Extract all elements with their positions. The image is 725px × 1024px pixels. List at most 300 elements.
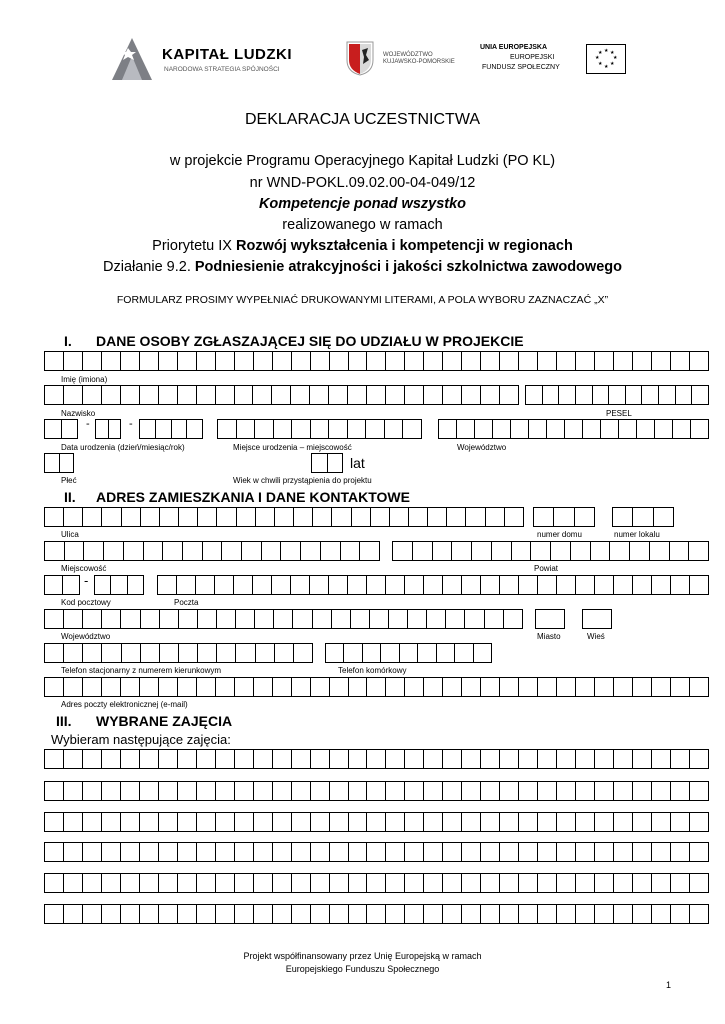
char-box[interactable] xyxy=(519,873,538,893)
char-box[interactable] xyxy=(330,781,349,801)
char-box[interactable] xyxy=(83,677,102,697)
city-field[interactable] xyxy=(44,541,381,561)
char-box[interactable] xyxy=(371,507,390,527)
char-box[interactable] xyxy=(292,677,311,697)
char-box[interactable] xyxy=(83,749,102,769)
char-box[interactable] xyxy=(160,643,179,663)
char-box[interactable] xyxy=(197,385,216,405)
char-box[interactable] xyxy=(292,419,311,439)
char-box[interactable] xyxy=(370,609,389,629)
char-box[interactable] xyxy=(576,904,595,924)
char-box[interactable] xyxy=(64,873,83,893)
char-box[interactable] xyxy=(218,419,237,439)
char-box[interactable] xyxy=(443,781,462,801)
char-box[interactable] xyxy=(538,781,557,801)
char-box[interactable] xyxy=(178,842,197,862)
char-box[interactable] xyxy=(140,873,159,893)
char-box[interactable] xyxy=(273,677,292,697)
char-box[interactable] xyxy=(557,351,576,371)
char-box[interactable] xyxy=(405,781,424,801)
birth-month-field[interactable] xyxy=(95,419,122,439)
char-box[interactable] xyxy=(197,351,216,371)
char-box[interactable] xyxy=(690,749,709,769)
char-box[interactable] xyxy=(465,609,484,629)
char-box[interactable] xyxy=(385,419,404,439)
char-box[interactable] xyxy=(531,541,551,561)
char-box[interactable] xyxy=(614,842,633,862)
char-box[interactable] xyxy=(83,385,102,405)
char-box[interactable] xyxy=(156,419,172,439)
post-office-field[interactable] xyxy=(157,575,710,595)
county-field[interactable] xyxy=(392,541,710,561)
char-box[interactable] xyxy=(367,812,386,832)
char-box[interactable] xyxy=(500,842,519,862)
char-box[interactable] xyxy=(493,419,511,439)
char-box[interactable] xyxy=(613,507,633,527)
char-box[interactable] xyxy=(457,419,475,439)
char-box[interactable] xyxy=(216,873,235,893)
char-box[interactable] xyxy=(424,873,443,893)
char-box[interactable] xyxy=(403,419,422,439)
char-box[interactable] xyxy=(64,351,83,371)
char-box[interactable] xyxy=(526,385,543,405)
char-box[interactable] xyxy=(557,812,576,832)
char-box[interactable] xyxy=(427,609,446,629)
char-box[interactable] xyxy=(360,541,380,561)
char-box[interactable] xyxy=(367,749,386,769)
char-box[interactable] xyxy=(367,904,386,924)
char-box[interactable] xyxy=(654,507,674,527)
char-box[interactable] xyxy=(45,842,64,862)
char-box[interactable] xyxy=(198,643,217,663)
char-box[interactable] xyxy=(292,351,311,371)
char-box[interactable] xyxy=(481,842,500,862)
char-box[interactable] xyxy=(349,873,368,893)
char-box[interactable] xyxy=(45,812,64,832)
char-box[interactable] xyxy=(102,643,121,663)
char-box[interactable] xyxy=(121,904,140,924)
char-box[interactable] xyxy=(235,873,254,893)
char-box[interactable] xyxy=(614,812,633,832)
char-box[interactable] xyxy=(462,873,481,893)
char-box[interactable] xyxy=(95,575,111,595)
char-box[interactable] xyxy=(428,507,447,527)
char-box[interactable] xyxy=(45,453,60,473)
char-box[interactable] xyxy=(330,873,349,893)
char-box[interactable] xyxy=(198,507,217,527)
char-box[interactable] xyxy=(64,609,83,629)
char-box[interactable] xyxy=(367,842,386,862)
mobile-phone-field[interactable] xyxy=(325,643,493,663)
char-box[interactable] xyxy=(301,541,321,561)
char-box[interactable] xyxy=(254,781,273,801)
char-box[interactable] xyxy=(481,873,500,893)
char-box[interactable] xyxy=(187,419,203,439)
char-box[interactable] xyxy=(405,351,424,371)
char-box[interactable] xyxy=(462,575,481,595)
birthplace-field[interactable] xyxy=(217,419,423,439)
char-box[interactable] xyxy=(262,541,282,561)
char-box[interactable] xyxy=(500,904,519,924)
char-box[interactable] xyxy=(455,643,473,663)
char-box[interactable] xyxy=(366,419,385,439)
char-box[interactable] xyxy=(500,873,519,893)
char-box[interactable] xyxy=(160,609,179,629)
char-box[interactable] xyxy=(576,385,593,405)
char-box[interactable] xyxy=(462,351,481,371)
char-box[interactable] xyxy=(96,419,109,439)
char-box[interactable] xyxy=(386,904,405,924)
char-box[interactable] xyxy=(446,609,465,629)
char-box[interactable] xyxy=(519,781,538,801)
char-box[interactable] xyxy=(45,385,64,405)
char-box[interactable] xyxy=(159,812,178,832)
char-box[interactable] xyxy=(235,749,254,769)
char-box[interactable] xyxy=(367,873,386,893)
char-box[interactable] xyxy=(565,419,583,439)
char-box[interactable] xyxy=(595,575,614,595)
char-box[interactable] xyxy=(652,575,671,595)
char-box[interactable] xyxy=(141,507,160,527)
char-box[interactable] xyxy=(443,677,462,697)
char-box[interactable] xyxy=(344,643,362,663)
char-box[interactable] xyxy=(179,609,198,629)
char-box[interactable] xyxy=(633,781,652,801)
age-field[interactable] xyxy=(311,453,344,473)
char-box[interactable] xyxy=(481,677,500,697)
char-box[interactable] xyxy=(690,873,709,893)
char-box[interactable] xyxy=(292,842,311,862)
char-box[interactable] xyxy=(424,677,443,697)
char-box[interactable] xyxy=(235,781,254,801)
char-box[interactable] xyxy=(671,873,690,893)
char-box[interactable] xyxy=(292,904,311,924)
char-box[interactable] xyxy=(557,575,576,595)
char-box[interactable] xyxy=(595,873,614,893)
char-box[interactable] xyxy=(367,351,386,371)
char-box[interactable] xyxy=(253,385,272,405)
email-field[interactable] xyxy=(44,677,710,697)
char-box[interactable] xyxy=(348,419,367,439)
char-box[interactable] xyxy=(424,904,443,924)
char-box[interactable] xyxy=(291,385,310,405)
char-box[interactable] xyxy=(633,507,653,527)
char-box[interactable] xyxy=(543,385,560,405)
char-box[interactable] xyxy=(45,781,64,801)
char-box[interactable] xyxy=(557,904,576,924)
char-box[interactable] xyxy=(367,385,386,405)
char-box[interactable] xyxy=(652,842,671,862)
char-box[interactable] xyxy=(321,541,341,561)
char-box[interactable] xyxy=(217,609,236,629)
char-box[interactable] xyxy=(671,677,690,697)
char-box[interactable] xyxy=(690,904,709,924)
char-box[interactable] xyxy=(291,575,310,595)
char-box[interactable] xyxy=(64,842,83,862)
char-box[interactable] xyxy=(102,507,121,527)
char-box[interactable] xyxy=(140,842,159,862)
char-box[interactable] xyxy=(198,609,217,629)
char-box[interactable] xyxy=(500,351,519,371)
char-box[interactable] xyxy=(633,904,652,924)
char-box[interactable] xyxy=(363,643,381,663)
char-box[interactable] xyxy=(595,842,614,862)
char-box[interactable] xyxy=(405,904,424,924)
char-box[interactable] xyxy=(253,575,272,595)
char-box[interactable] xyxy=(462,781,481,801)
char-box[interactable] xyxy=(690,781,709,801)
char-box[interactable] xyxy=(140,781,159,801)
char-box[interactable] xyxy=(329,575,348,595)
char-box[interactable] xyxy=(595,749,614,769)
char-box[interactable] xyxy=(329,385,348,405)
char-box[interactable] xyxy=(519,904,538,924)
char-box[interactable] xyxy=(64,677,83,697)
char-box[interactable] xyxy=(275,507,294,527)
char-box[interactable] xyxy=(519,351,538,371)
char-box[interactable] xyxy=(274,419,293,439)
char-box[interactable] xyxy=(424,842,443,862)
char-box[interactable] xyxy=(237,419,256,439)
char-box[interactable] xyxy=(405,749,424,769)
char-box[interactable] xyxy=(595,677,614,697)
char-box[interactable] xyxy=(614,904,633,924)
char-box[interactable] xyxy=(466,507,485,527)
char-box[interactable] xyxy=(367,677,386,697)
char-box[interactable] xyxy=(313,507,332,527)
char-box[interactable] xyxy=(626,385,643,405)
char-box[interactable] xyxy=(273,842,292,862)
char-box[interactable] xyxy=(313,609,332,629)
char-box[interactable] xyxy=(178,781,197,801)
char-box[interactable] xyxy=(111,575,127,595)
char-box[interactable] xyxy=(485,609,504,629)
char-box[interactable] xyxy=(557,749,576,769)
char-box[interactable] xyxy=(405,385,424,405)
char-box[interactable] xyxy=(83,904,102,924)
char-box[interactable] xyxy=(633,749,652,769)
char-box[interactable] xyxy=(203,541,223,561)
char-box[interactable] xyxy=(439,419,457,439)
char-box[interactable] xyxy=(312,453,328,473)
char-box[interactable] xyxy=(670,541,690,561)
char-box[interactable] xyxy=(160,507,179,527)
char-box[interactable] xyxy=(197,842,216,862)
char-box[interactable] xyxy=(481,781,500,801)
char-box[interactable] xyxy=(124,541,144,561)
char-box[interactable] xyxy=(437,643,455,663)
char-box[interactable] xyxy=(595,904,614,924)
char-box[interactable] xyxy=(311,873,330,893)
char-box[interactable] xyxy=(424,385,443,405)
char-box[interactable] xyxy=(178,812,197,832)
char-box[interactable] xyxy=(273,873,292,893)
char-box[interactable] xyxy=(102,781,121,801)
char-box[interactable] xyxy=(386,842,405,862)
char-box[interactable] xyxy=(281,541,301,561)
char-box[interactable] xyxy=(443,385,462,405)
char-box[interactable] xyxy=(519,575,538,595)
char-box[interactable] xyxy=(655,419,673,439)
char-box[interactable] xyxy=(409,507,428,527)
char-box[interactable] xyxy=(481,575,500,595)
char-box[interactable] xyxy=(45,677,64,697)
char-box[interactable] xyxy=(64,904,83,924)
char-box[interactable] xyxy=(500,781,519,801)
char-box[interactable] xyxy=(45,507,64,527)
char-box[interactable] xyxy=(691,419,709,439)
landline-phone-field[interactable] xyxy=(44,643,314,663)
char-box[interactable] xyxy=(102,873,121,893)
char-box[interactable] xyxy=(386,351,405,371)
char-box[interactable] xyxy=(236,609,255,629)
char-box[interactable] xyxy=(349,842,368,862)
char-box[interactable] xyxy=(196,575,215,595)
street-field[interactable] xyxy=(44,507,525,527)
char-box[interactable] xyxy=(349,749,368,769)
char-box[interactable] xyxy=(481,749,500,769)
char-box[interactable] xyxy=(557,781,576,801)
char-box[interactable] xyxy=(63,575,81,595)
char-box[interactable] xyxy=(163,541,183,561)
char-box[interactable] xyxy=(386,873,405,893)
char-box[interactable] xyxy=(159,677,178,697)
char-box[interactable] xyxy=(614,781,633,801)
char-box[interactable] xyxy=(311,812,330,832)
char-box[interactable] xyxy=(234,575,253,595)
house-number-field[interactable] xyxy=(533,507,596,527)
char-box[interactable] xyxy=(83,781,102,801)
char-box[interactable] xyxy=(255,609,274,629)
char-box[interactable] xyxy=(122,507,141,527)
char-box[interactable] xyxy=(177,575,196,595)
char-box[interactable] xyxy=(121,781,140,801)
char-box[interactable] xyxy=(254,351,273,371)
char-box[interactable] xyxy=(256,643,275,663)
village-checkbox[interactable] xyxy=(582,609,613,629)
char-box[interactable] xyxy=(197,677,216,697)
char-box[interactable] xyxy=(45,904,64,924)
char-box[interactable] xyxy=(255,419,274,439)
char-box[interactable] xyxy=(140,385,159,405)
char-box[interactable] xyxy=(158,575,177,595)
char-box[interactable] xyxy=(676,385,693,405)
char-box[interactable] xyxy=(197,781,216,801)
course-row-5-field[interactable] xyxy=(44,873,710,893)
char-box[interactable] xyxy=(433,541,453,561)
char-box[interactable] xyxy=(45,419,62,439)
char-box[interactable] xyxy=(311,419,330,439)
char-box[interactable] xyxy=(614,873,633,893)
birth-year-field[interactable] xyxy=(139,419,204,439)
char-box[interactable] xyxy=(633,842,652,862)
char-box[interactable] xyxy=(45,575,63,595)
char-box[interactable] xyxy=(140,812,159,832)
char-box[interactable] xyxy=(424,781,443,801)
char-box[interactable] xyxy=(254,677,273,697)
char-box[interactable] xyxy=(474,643,492,663)
char-box[interactable] xyxy=(408,609,427,629)
char-box[interactable] xyxy=(386,781,405,801)
char-box[interactable] xyxy=(84,541,104,561)
char-box[interactable] xyxy=(197,749,216,769)
char-box[interactable] xyxy=(235,677,254,697)
char-box[interactable] xyxy=(141,609,160,629)
char-box[interactable] xyxy=(633,351,652,371)
char-box[interactable] xyxy=(349,677,368,697)
char-box[interactable] xyxy=(235,842,254,862)
char-box[interactable] xyxy=(690,677,709,697)
char-box[interactable] xyxy=(504,609,523,629)
char-box[interactable] xyxy=(102,812,121,832)
char-box[interactable] xyxy=(593,385,610,405)
char-box[interactable] xyxy=(481,904,500,924)
char-box[interactable] xyxy=(690,575,709,595)
char-box[interactable] xyxy=(349,351,368,371)
char-box[interactable] xyxy=(294,507,313,527)
char-box[interactable] xyxy=(690,351,709,371)
char-box[interactable] xyxy=(511,419,529,439)
char-box[interactable] xyxy=(254,904,273,924)
char-box[interactable] xyxy=(83,351,102,371)
char-box[interactable] xyxy=(519,677,538,697)
char-box[interactable] xyxy=(424,575,443,595)
char-box[interactable] xyxy=(65,541,85,561)
char-box[interactable] xyxy=(121,873,140,893)
char-box[interactable] xyxy=(538,351,557,371)
char-box[interactable] xyxy=(64,749,83,769)
postal-code-part1-field[interactable] xyxy=(44,575,81,595)
char-box[interactable] xyxy=(557,842,576,862)
char-box[interactable] xyxy=(500,677,519,697)
char-box[interactable] xyxy=(462,904,481,924)
char-box[interactable] xyxy=(292,781,311,801)
char-box[interactable] xyxy=(512,541,532,561)
char-box[interactable] xyxy=(673,419,691,439)
char-box[interactable] xyxy=(642,385,659,405)
char-box[interactable] xyxy=(237,507,256,527)
char-box[interactable] xyxy=(671,749,690,769)
char-box[interactable] xyxy=(197,812,216,832)
char-box[interactable] xyxy=(692,385,709,405)
char-box[interactable] xyxy=(583,609,612,629)
course-row-3-field[interactable] xyxy=(44,812,710,832)
char-box[interactable] xyxy=(671,575,690,595)
char-box[interactable] xyxy=(62,419,79,439)
char-box[interactable] xyxy=(159,873,178,893)
char-box[interactable] xyxy=(159,904,178,924)
char-box[interactable] xyxy=(83,609,102,629)
char-box[interactable] xyxy=(292,812,311,832)
char-box[interactable] xyxy=(614,749,633,769)
char-box[interactable] xyxy=(121,749,140,769)
apartment-number-field[interactable] xyxy=(612,507,675,527)
char-box[interactable] xyxy=(538,812,557,832)
char-box[interactable] xyxy=(652,351,671,371)
char-box[interactable] xyxy=(405,842,424,862)
birth-day-field[interactable] xyxy=(44,419,79,439)
char-box[interactable] xyxy=(121,385,140,405)
char-box[interactable] xyxy=(332,609,351,629)
char-box[interactable] xyxy=(121,351,140,371)
char-box[interactable] xyxy=(671,842,690,862)
char-box[interactable] xyxy=(183,541,203,561)
char-box[interactable] xyxy=(443,749,462,769)
char-box[interactable] xyxy=(64,643,83,663)
char-box[interactable] xyxy=(273,904,292,924)
char-box[interactable] xyxy=(538,749,557,769)
char-box[interactable] xyxy=(310,385,329,405)
